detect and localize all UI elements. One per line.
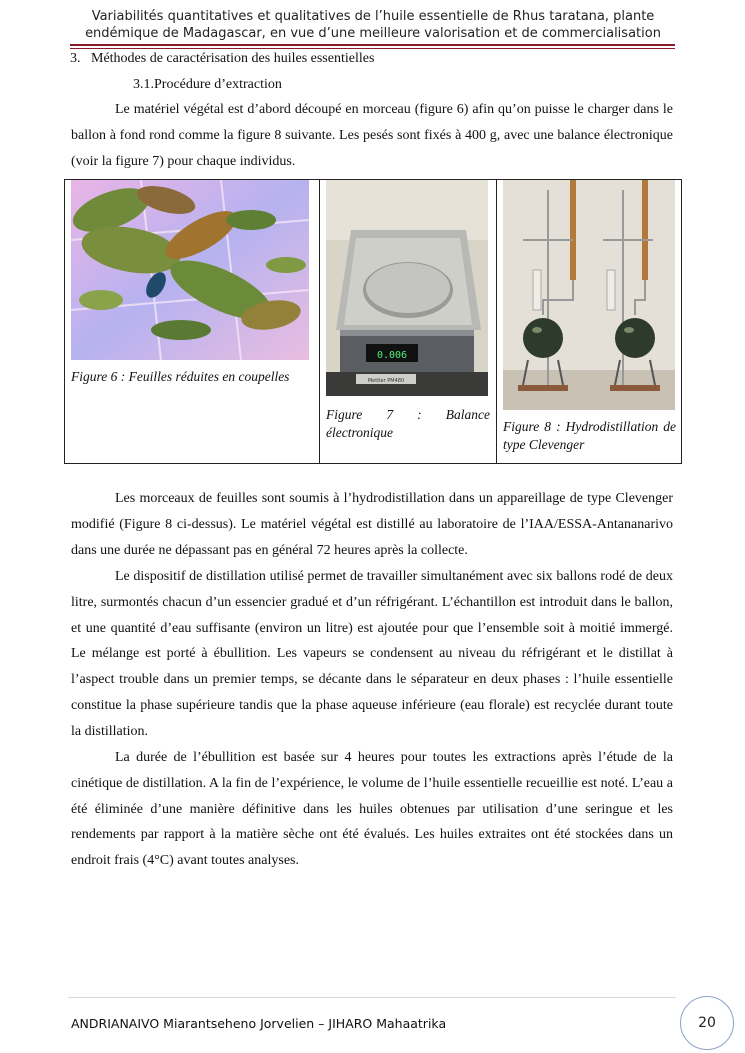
clevenger-photo xyxy=(503,180,675,410)
figure-6-caption: Figure 6 : Feuilles réduites en coupelles xyxy=(71,369,290,384)
paragraph-duree: La durée de l’ébullition est basée sur 4 heures pour toutes les extractions après l’étude de la cinétique de distillation. A la fin de l’expérience, le volume de l’huile essentielle recueillie est noté. L’eau a été éliminée d’une manière définitive dans les huiles obtenues par utilisation d’une seringue et les rendements par rapport à la matière sèche ont été évalués. Les huiles extraites ont été stockées dans un endroit frais (4°C) avant toutes analyses. xyxy=(71,750,673,869)
paragraph-dispositif: Le dispositif de distillation utilisé permet de travailler simultanément avec six ballons rodé de deux litre, surmontés chacun d’un essencier gradué et d’un réfrigérant. L’échantillon est introduit dans le ballon, et une quantité d’eau suffisante (environ un litre) est ajoutée pour que l’ensemble soit à moitié immergé. Le mélange est porté à ébullition. Les vapeurs se condensent au niveau du réfrigérant et le distillat à l’aspect trouble dans un premier temps, se décante dans le séparateur en deux phases : l’huile essentielle constitue la phase supérieure tandis que la phase aqueuse inférieure (eau florale) est recyclée durant toute la distillation. xyxy=(71,569,673,739)
paragraph-intro: Le matériel végétal est d’abord découpé en morceau (figure 6) afin qu’on puisse le charger dans le ballon à fond rond comme la figure 8 suivante. Les pesés sont fixés à 400 g, avec une balance électronique (voir la figure 7) pour chaque individus. xyxy=(71,102,673,169)
footer-authors: ANDRIANAIVO Miarantseheno Jorvelien – JIHARO Mahaatrika xyxy=(71,1016,447,1031)
figure-cell-balance xyxy=(320,180,497,463)
figure-8-caption: Figure 8 : Hydrodistillation de type Clevenger xyxy=(503,419,676,452)
running-header-line-2: endémique de Madagascar, en vue d’une meilleure valorisation et de commercialisation xyxy=(85,26,661,41)
figure-cell-leaves xyxy=(65,180,320,463)
footer-rule xyxy=(68,997,676,998)
balance-photo xyxy=(326,180,488,396)
balance-brand-label: Mettler PM480 xyxy=(367,378,405,384)
running-header xyxy=(60,8,686,42)
figure-table xyxy=(64,179,682,464)
figure-7-caption: Figure 7 : Balance électronique xyxy=(326,407,490,440)
running-header-line-1: Variabilités quantitatives et qualitatives de l’huile essentielle de Rhus taratana, plante xyxy=(91,9,655,24)
page-number: 20 xyxy=(680,996,734,1050)
header-rule xyxy=(70,44,675,46)
paragraph-hydrodistillation: Les morceaux de feuilles sont soumis à l’hydrodistillation dans un appareillage de type Clevenger modifié (Figure 8 ci-dessus). Le matériel végétal est distillé au laboratoire de l’IAA/ESSA-Antananarivo dans une durée ne dépassant pas en général 72 heures après la collecte. xyxy=(71,491,673,558)
header-rule-thin xyxy=(70,48,675,49)
figure-cell-clevenger xyxy=(497,180,681,463)
section-heading: 3. Méthodes de caractérisation des huiles essentielles xyxy=(70,51,375,66)
balance-display: 0.006 xyxy=(376,350,408,361)
subsection-heading: 3.1.Procédure d’extraction xyxy=(133,77,282,92)
leaves-photo xyxy=(71,180,309,360)
